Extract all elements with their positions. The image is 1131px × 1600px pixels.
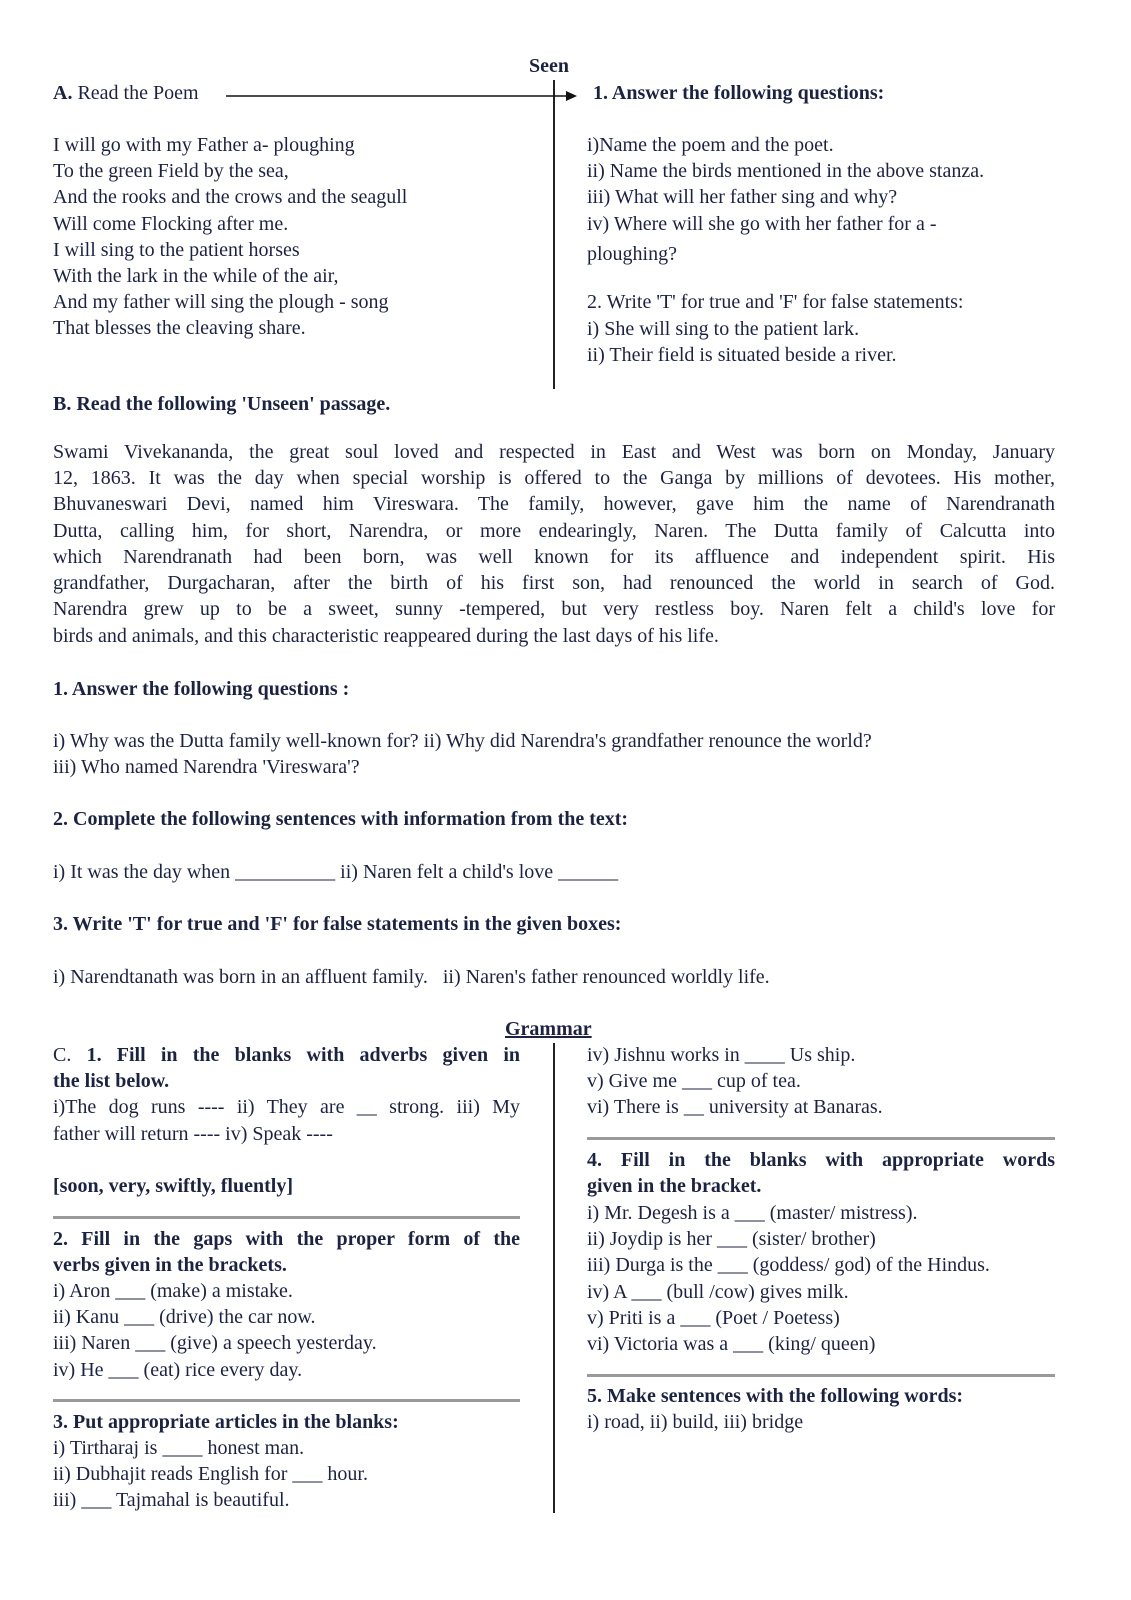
exercise-item: i) Mr. Degesh is a ___ (master/ mistress). (587, 1202, 918, 1224)
poem-line: I will sing to the patient horses (53, 238, 300, 261)
exercise-item: vi) Victoria was a ___ (king/ queen) (587, 1332, 876, 1355)
passage-line: birds and animals, and this characteristic reappeared during the last days of his life. (53, 625, 719, 647)
c2-heading-line: verbs given in the brackets. (53, 1254, 287, 1277)
exercise-item: iii) Durga is the ___ (goddess/ god) of the Hindus. (587, 1254, 990, 1277)
passage-line: Narendra grew up to be a sweet, sunny -tempered, but very restless boy. Naren felt a child's love for (53, 598, 1055, 621)
c1-line: father will return ---- iv) Speak ---- (53, 1122, 333, 1145)
exercise-item: v) Give me ___ cup of tea. (587, 1070, 801, 1093)
section-a-text: Read the Poem (77, 82, 199, 104)
divider (587, 1137, 1055, 1140)
c5-line: i) road, ii) build, iii) bridge (587, 1411, 804, 1433)
passage (53, 439, 1055, 622)
exercise-item: iv) Jishnu works in ____ Us ship. (587, 1044, 856, 1066)
question-item: i)Name the poem and the poet. (587, 134, 834, 156)
seen-q1-heading: 1. Answer the following questions: (593, 82, 885, 104)
question-item: iv) Where will she go with her father for a - (587, 212, 937, 235)
question-line: iii) Who named Narendra 'Vireswara'? (53, 756, 360, 779)
c1-line: i)The dog runs ---- ii) They are __ strong. iii) My (53, 1096, 520, 1119)
poem-line: That blesses the cleaving share. (53, 317, 306, 340)
exercise-item: v) Priti is a ___ (Poet / Poetess) (587, 1306, 840, 1329)
c1-prefix: C. (53, 1044, 72, 1066)
divider (53, 1216, 520, 1219)
c4-heading-line: given in the bracket. (587, 1175, 762, 1198)
divider (53, 1399, 520, 1402)
seen-q2-list (587, 316, 897, 368)
c1-heading-line: the list below. (53, 1070, 170, 1093)
passage-line: 12, 1863. It was the day when special worship is offered to the Ganga by millions of devotees. His mother, (53, 467, 1055, 490)
unseen-heading: B. Read the following 'Unseen' passage. (53, 393, 391, 415)
question-item-continuation: ploughing? (587, 243, 677, 265)
question-item: iii) What will her father sing and why? (587, 186, 898, 209)
poem (53, 132, 407, 342)
unseen-q3-heading: 3. Write 'T' for true and 'F' for false statements in the given boxes: (53, 913, 622, 935)
unseen-q3-line: i) Narendtanath was born in an affluent family. ii) Naren's father renounced worldly life. (53, 966, 770, 988)
exercise-item: i) Aron ___ (make) a mistake. (53, 1280, 293, 1302)
seen-q2-heading: 2. Write 'T' for true and 'F' for false statements: (587, 291, 964, 313)
unseen-q1-heading: 1. Answer the following questions : (53, 678, 350, 700)
passage-line: which Narendranath had been born, was well known for its affluence and independent spirit. His (53, 545, 1055, 568)
exercise-item: iii) Naren ___ (give) a speech yesterday. (53, 1332, 377, 1355)
divider (587, 1374, 1055, 1377)
passage-line: Bhuvaneswari Devi, named him Vireswara. The family, however, gave him the name of Narendranath (53, 493, 1055, 516)
passage-line: Dutta, calling him, for short, Narendra, or more endearingly, Naren. The Dutta family of Calcutta into (53, 519, 1055, 542)
section-a-label (53, 80, 199, 106)
unseen-q2-line: i) It was the day when __________ ii) Naren felt a child's love ______ (53, 861, 619, 883)
exercise-item: iii) ___ Tajmahal is beautiful. (53, 1489, 290, 1512)
grammar-title: Grammar (505, 1018, 592, 1040)
statement-item: i) She will sing to the patient lark. (587, 318, 860, 340)
seen-title: Seen (529, 55, 569, 77)
poem-line: I will go with my Father a- ploughing (53, 134, 355, 156)
c1-word-list: [soon, very, swiftly, fluently] (53, 1175, 293, 1197)
exercise-item: ii) Joydip is her ___ (sister/ brother) (587, 1228, 876, 1251)
unseen-q1-list (53, 728, 872, 780)
column-divider (553, 80, 555, 389)
question-line: i) Why was the Dutta family well-known for? ii) Why did Narendra's grandfather renounce the world? (53, 730, 872, 752)
exercise-item: vi) There is __ university at Banaras. (587, 1096, 883, 1119)
c3-heading: 3. Put appropriate articles in the blanks: (53, 1411, 399, 1433)
c4-heading-line: 4. Fill in the blanks with appropriate words (587, 1149, 1055, 1171)
c1-heading-text: 1. Fill in the blanks with adverbs given in (86, 1044, 520, 1066)
exercise-item: ii) Dubhajit reads English for ___ hour. (53, 1463, 368, 1486)
poem-line: To the green Field by the sea, (53, 160, 289, 183)
poem-line: With the lark in the while of the air, (53, 264, 339, 287)
unseen-q2-heading: 2. Complete the following sentences with information from the text: (53, 808, 629, 830)
statement-item: ii) Their field is situated beside a river. (587, 344, 897, 367)
section-a-prefix: A. (53, 82, 73, 104)
exercise-item: iv) He ___ (eat) rice every day. (53, 1358, 303, 1381)
c5-heading: 5. Make sentences with the following words: (587, 1385, 964, 1407)
c2-list (53, 1278, 377, 1383)
seen-q1-list (587, 132, 984, 237)
c2-heading-line: 2. Fill in the gaps with the proper form of the (53, 1228, 520, 1250)
grammar-column-divider (553, 1043, 555, 1513)
poem-line: Will come Flocking after me. (53, 212, 289, 235)
exercise-item: iv) A ___ (bull /cow) gives milk. (587, 1280, 849, 1303)
passage-line: grandfather, Durgacharan, after the birth of his first son, had renounced the world in search of God. (53, 571, 1055, 594)
exercise-item: i) Tirtharaj is ____ honest man. (53, 1437, 305, 1459)
poem-line: And my father will sing the plough - song (53, 291, 389, 314)
exercise-item: ii) Kanu ___ (drive) the car now. (53, 1306, 316, 1329)
arrow-icon (226, 89, 578, 103)
question-item: ii) Name the birds mentioned in the above stanza. (587, 160, 985, 183)
c4-list (587, 1200, 990, 1357)
poem-line: And the rooks and the crows and the seagull (53, 186, 408, 209)
c1-heading-line (53, 1042, 520, 1068)
passage-line: Swami Vivekananda, the great soul loved and respected in East and West was born on Monday, January (53, 441, 1055, 463)
